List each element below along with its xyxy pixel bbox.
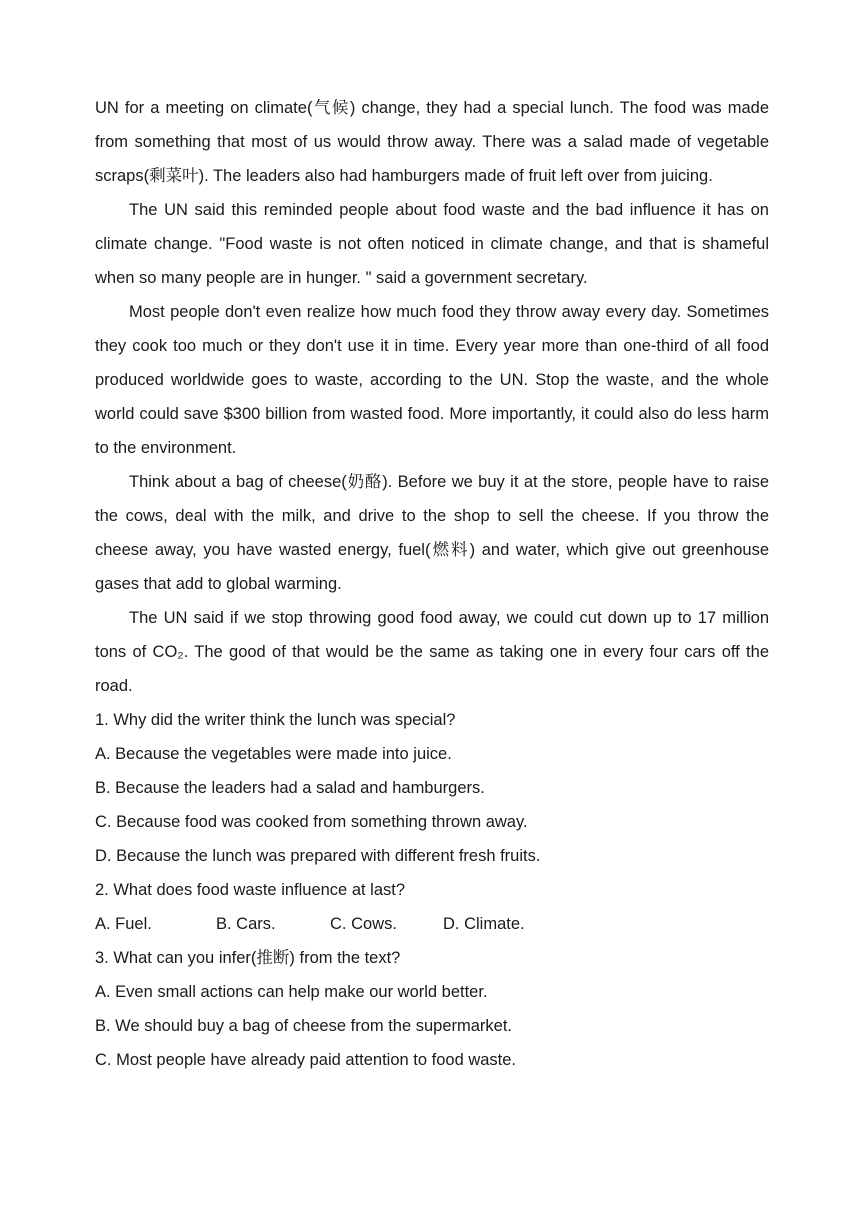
passage-paragraph-3: Most people don't even realize how much food they throw away every day. Sometimes they cook too much or they don't use it in time. Every year more than one-third of all food produced worldwide goes to waste, according to the UN. Stop the waste, and the whole world could save $300 billion from wasted food. More importantly, it could also do less harm to the environment. xyxy=(95,303,769,457)
question-3-stem: 3. What can you infer(推断) from the text? xyxy=(95,949,401,967)
question-2-options xyxy=(95,907,769,941)
question-1-option-b: B. Because the leaders had a salad and hamburgers. xyxy=(95,779,485,797)
passage-paragraph-1: UN for a meeting on climate(气候) change, they had a special lunch. The food was made from something that most of us would throw away. There was a salad made of vegetable scraps(剩菜叶). The leaders also had hamburgers made of fruit left over from juicing. xyxy=(95,99,769,185)
question-2-option-b: B. Cars. xyxy=(216,915,276,933)
question-2 xyxy=(95,873,769,941)
question-1-option-c: C. Because food was cooked from something thrown away. xyxy=(95,813,528,831)
question-2-stem: 2. What does food waste influence at last? xyxy=(95,881,406,899)
question-1-option-d: D. Because the lunch was prepared with different fresh fruits. xyxy=(95,847,541,865)
question-2-option-d: D. Climate. xyxy=(443,915,525,933)
passage-paragraph-4: Think about a bag of cheese(奶酪). Before we buy it at the store, people have to raise the cows, deal with the milk, and drive to the shop to sell the cheese. If you throw the cheese away, you have wasted energy, fuel(燃料) and water, which give out greenhouse gases that add to global warming. xyxy=(95,473,769,593)
passage-paragraph-2: The UN said this reminded people about food waste and the bad influence it has on climate change. "Food waste is not often noticed in climate change, and that is shameful when so many people are in hunger. " said a government secretary. xyxy=(95,201,769,287)
question-3-option-c: C. Most people have already paid attention to food waste. xyxy=(95,1051,517,1069)
question-1 xyxy=(95,703,769,873)
question-1-stem: 1. Why did the writer think the lunch was special? xyxy=(95,711,456,729)
question-2-option-c: C. Cows. xyxy=(330,915,397,933)
question-3-option-a: A. Even small actions can help make our world better. xyxy=(95,983,488,1001)
question-2-option-a: A. Fuel. xyxy=(95,915,152,933)
passage-paragraph-5: The UN said if we stop throwing good food away, we could cut down up to 17 million tons of CO₂. The good of that would be the same as taking one in every four cars off the road. xyxy=(95,609,769,695)
question-3-option-b: B. We should buy a bag of cheese from the supermarket. xyxy=(95,1017,513,1035)
question-1-option-a: A. Because the vegetables were made into juice. xyxy=(95,745,452,763)
document-page xyxy=(95,91,769,1077)
question-3 xyxy=(95,941,769,1077)
